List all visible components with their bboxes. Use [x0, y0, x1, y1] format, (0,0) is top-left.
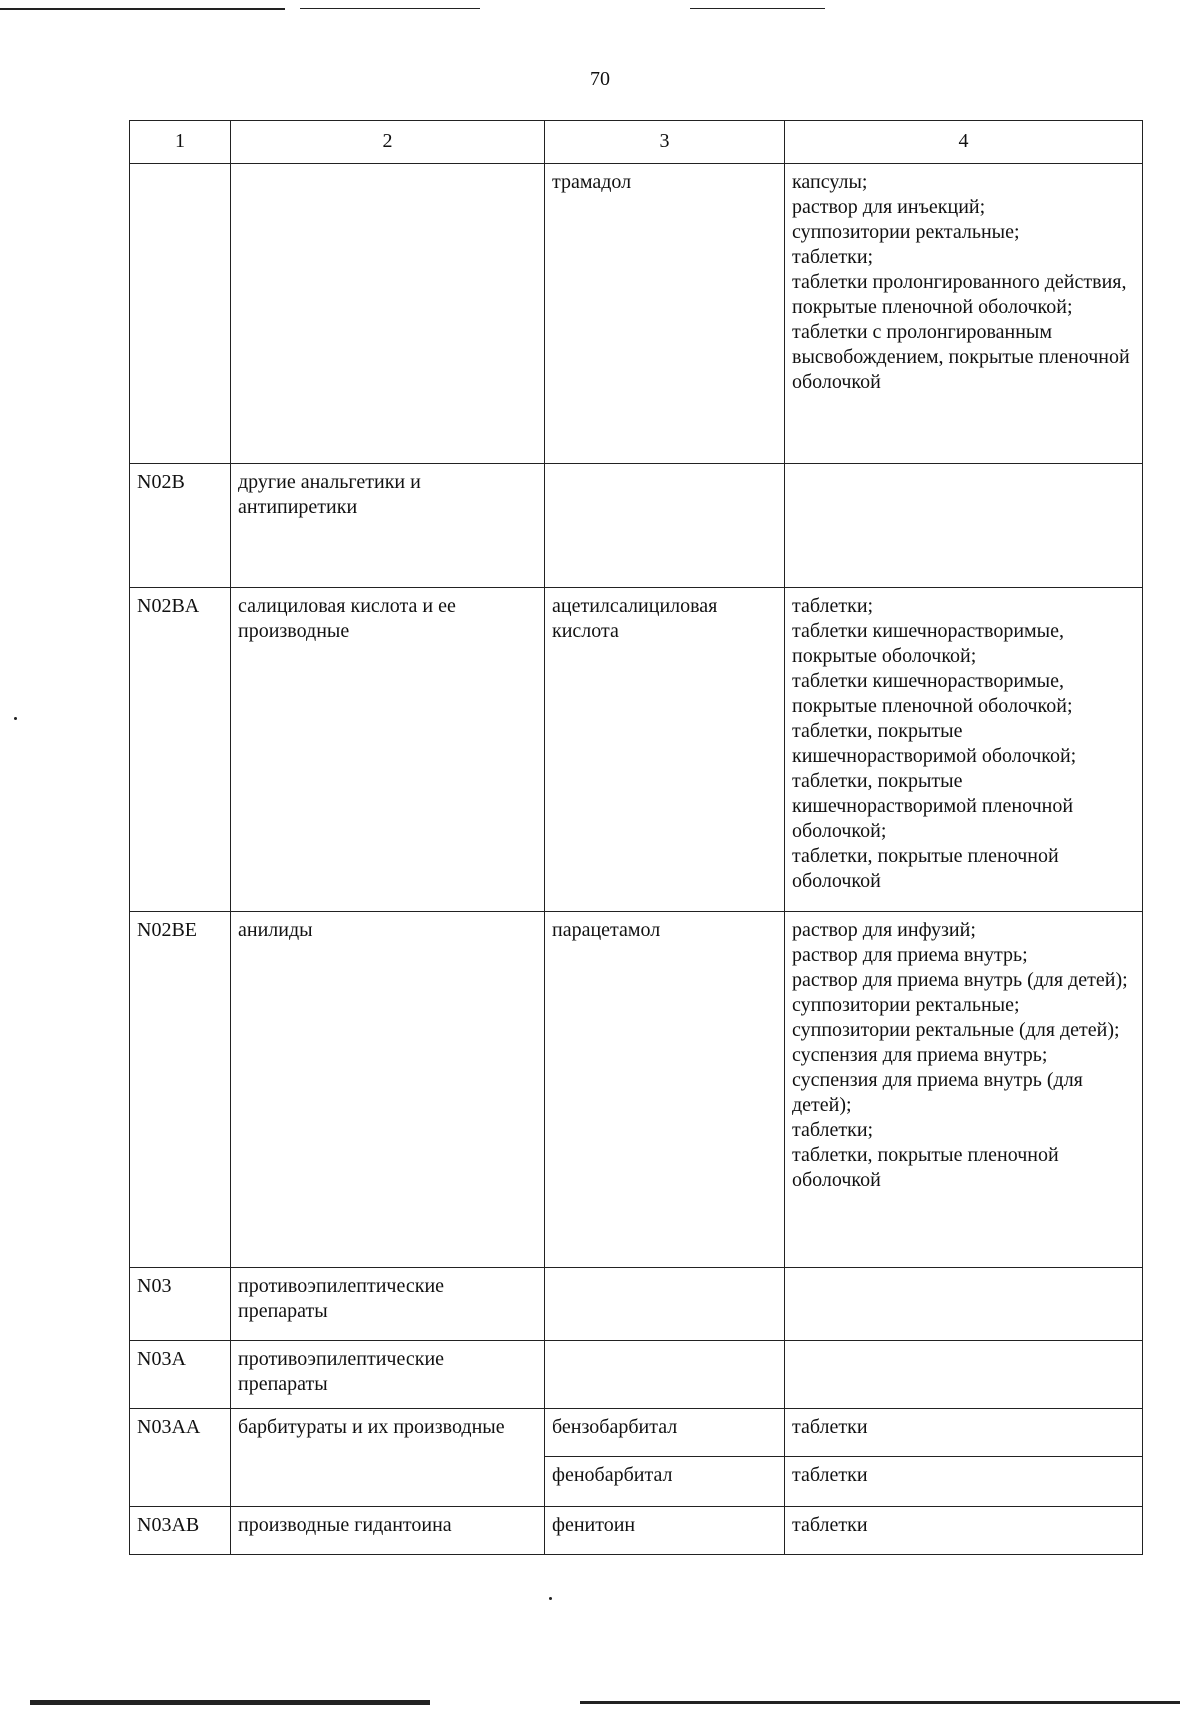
dosage-forms-cell [785, 1268, 1143, 1341]
scan-line [300, 8, 480, 9]
table-header-row [130, 121, 1143, 164]
page-number: 70 [590, 68, 610, 90]
atc-code-cell: N02BE [130, 912, 231, 1268]
group-name-cell: другие анальгетики и антипиретики [231, 464, 545, 588]
drug-name-cell [545, 1268, 785, 1341]
scan-line [30, 1700, 430, 1705]
group-name-cell: барбитураты и их производные [231, 1409, 545, 1507]
dosage-forms-cell: капсулы; раствор для инъекций; суппозитории ректальные; таблетки; таблетки пролонгированного действия, покрытые пленочной оболочкой; таблетки с пролонгированным высвобождением, покрытые пленочной оболочкой [785, 164, 1143, 464]
drug-name-cell [545, 1341, 785, 1409]
drug-name-cell: фенобарбитал [545, 1457, 785, 1507]
table-row [130, 464, 1143, 588]
atc-code-cell: N02BA [130, 588, 231, 912]
drug-name-cell: ацетилсалициловая кислота [545, 588, 785, 912]
group-name-cell: производные гидантоина [231, 1507, 545, 1555]
table-row [130, 1409, 1143, 1457]
dosage-forms-cell: раствор для инфузий; раствор для приема внутрь; раствор для приема внутрь (для детей); суппозитории ректальные; суппозитории ректальные (для детей); суспензия для приема внутрь; суспензия для приема внутрь (для детей); таблетки; таблетки, покрытые пленочной оболочкой [785, 912, 1143, 1268]
table-row [130, 588, 1143, 912]
dosage-forms-cell: таблетки [785, 1457, 1143, 1507]
header-cell-3: 3 [545, 121, 785, 164]
drug-name-cell: парацетамол [545, 912, 785, 1268]
group-name-cell: противоэпилептические препараты [231, 1268, 545, 1341]
scan-dot [14, 717, 17, 720]
atc-code-cell: N03 [130, 1268, 231, 1341]
atc-code-cell [130, 164, 231, 464]
dosage-forms-cell: таблетки [785, 1409, 1143, 1457]
table-row [130, 1507, 1143, 1555]
atc-code-cell: N02B [130, 464, 231, 588]
dosage-forms-cell [785, 1341, 1143, 1409]
atc-code-cell: N03AA [130, 1409, 231, 1507]
header-cell-4: 4 [785, 121, 1143, 164]
scan-line [580, 1701, 1180, 1704]
header-cell-1: 1 [130, 121, 231, 164]
scan-dot [549, 1597, 552, 1600]
atc-code-cell: N03A [130, 1341, 231, 1409]
scan-line [690, 8, 825, 9]
drug-name-cell: бензобарбитал [545, 1409, 785, 1457]
atc-code-cell: N03AB [130, 1507, 231, 1555]
dosage-forms-cell: таблетки; таблетки кишечнорастворимые, покрытые оболочкой; таблетки кишечнорастворимые, покрытые пленочной оболочкой; таблетки, покрытые кишечнорастворимой оболочкой; таблетки, покрытые кишечнорастворимой пленочной оболочкой; таблетки, покрытые пленочной оболочкой [785, 588, 1143, 912]
dosage-forms-cell: таблетки [785, 1507, 1143, 1555]
group-name-cell: противоэпилептические препараты [231, 1341, 545, 1409]
group-name-cell: салициловая кислота и ее производные [231, 588, 545, 912]
table-row [130, 164, 1143, 464]
table-row [130, 1341, 1143, 1409]
dosage-forms-cell [785, 464, 1143, 588]
group-name-cell [231, 164, 545, 464]
table-row [130, 912, 1143, 1268]
table-row [130, 1268, 1143, 1341]
drug-table [129, 120, 1143, 1555]
drug-name-cell [545, 464, 785, 588]
scan-line [0, 8, 285, 10]
group-name-cell: анилиды [231, 912, 545, 1268]
drug-name-cell: фенитоин [545, 1507, 785, 1555]
drug-name-cell: трамадол [545, 164, 785, 464]
header-cell-2: 2 [231, 121, 545, 164]
